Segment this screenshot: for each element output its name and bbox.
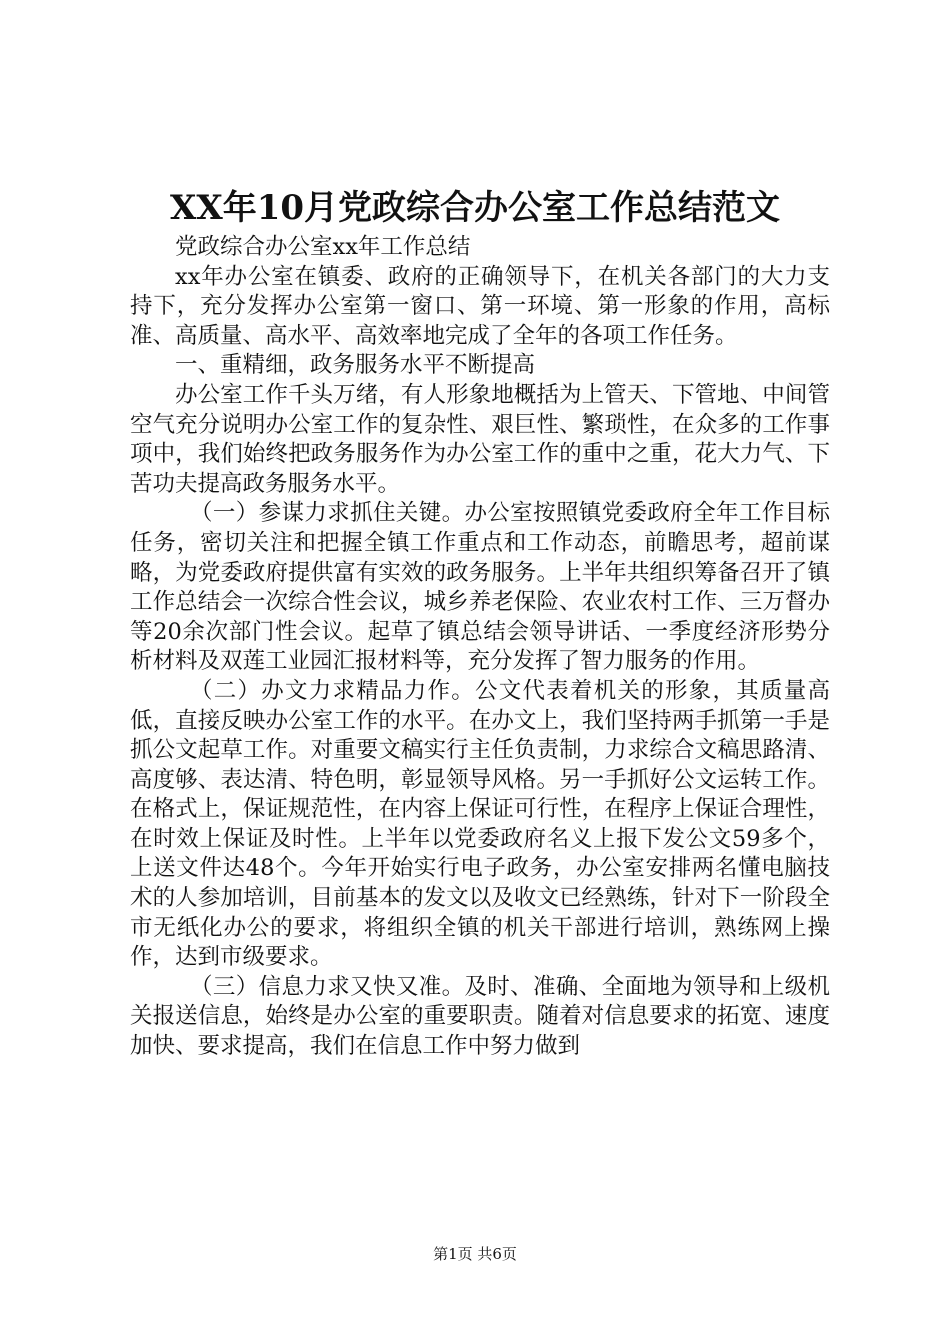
paragraph-subsection-1: （一）参谋力求抓住关键。办公室按照镇党委政府全年工作目标任务，密切关注和把握全镇工作重点和工作动态，前瞻思考，超前谋略，为党委政府提供富有实效的政务服务。上半年共组织筹备召开了镇工作总结会一次综合性会议，城乡养老保险、农业农村工作、三万督办等20余次部门性会议。起草了镇总结会领导讲话、一季度经济形势分析材料及双莲工业园汇报材料等，充分发挥了智力服务的作用。 <box>130 500 830 675</box>
paragraph-section-1: 办公室工作千头万绪，有人形象地概括为上管天、下管地、中间管空气充分说明办公室工作的复杂性、艰巨性、繁琐性，在众多的工作事项中，我们始终把政务服务作为办公室工作的重中之重，花大力气、下苦功夫提高政务服务水平。 <box>130 381 830 497</box>
paragraph-subsection-2: （二）办文力求精品力作。公文代表着机关的形象，其质量高低，直接反映办公室工作的水平。在办文上，我们坚持两手抓第一手是抓公文起草工作。对重要文稿实行主任负责制，力求综合文稿思路清、高度够、表达清、特色明，彰显领导风格。另一手抓好公文运转工作。在格式上，保证规范性，在内容上保证可行性，在程序上保证合理性，在时效上保证及时性。上半年以党委政府名义上报下发公文59多个，上送文件达48个。今年开始实行电子政务，办公室安排两名懂电脑技术的人参加培训，目前基本的发文以及收文已经熟练，针对下一阶段全市无纸化办公的要求，将组织全镇的机关干部进行培训，熟练网上操作，达到市级要求。 <box>130 677 830 971</box>
page-footer: 第1页 共6页 <box>433 1245 517 1263</box>
page-title: XX年10月党政综合办公室工作总结范文 <box>169 188 781 228</box>
paragraph-intro: xx年办公室在镇委、政府的正确领导下，在机关各部门的大力支持下，充分发挥办公室第一窗口、第一环境、第一形象的作用，高标准、高质量、高水平、高效率地完成了全年的各项工作任务。 <box>130 263 830 349</box>
paragraph-subsection-3: （三）信息力求又快又准。及时、准确、全面地为领导和上级机关报送信息，始终是办公室的重要职责。随着对信息要求的拓宽、速度加快、要求提高，我们在信息工作中努力做到 <box>130 973 830 1060</box>
document-body <box>130 233 830 1062</box>
section-heading-1: 一、重精细，政务服务水平不断提高 <box>175 352 536 379</box>
paragraph-subtitle: 党政综合办公室xx年工作总结 <box>175 234 471 260</box>
